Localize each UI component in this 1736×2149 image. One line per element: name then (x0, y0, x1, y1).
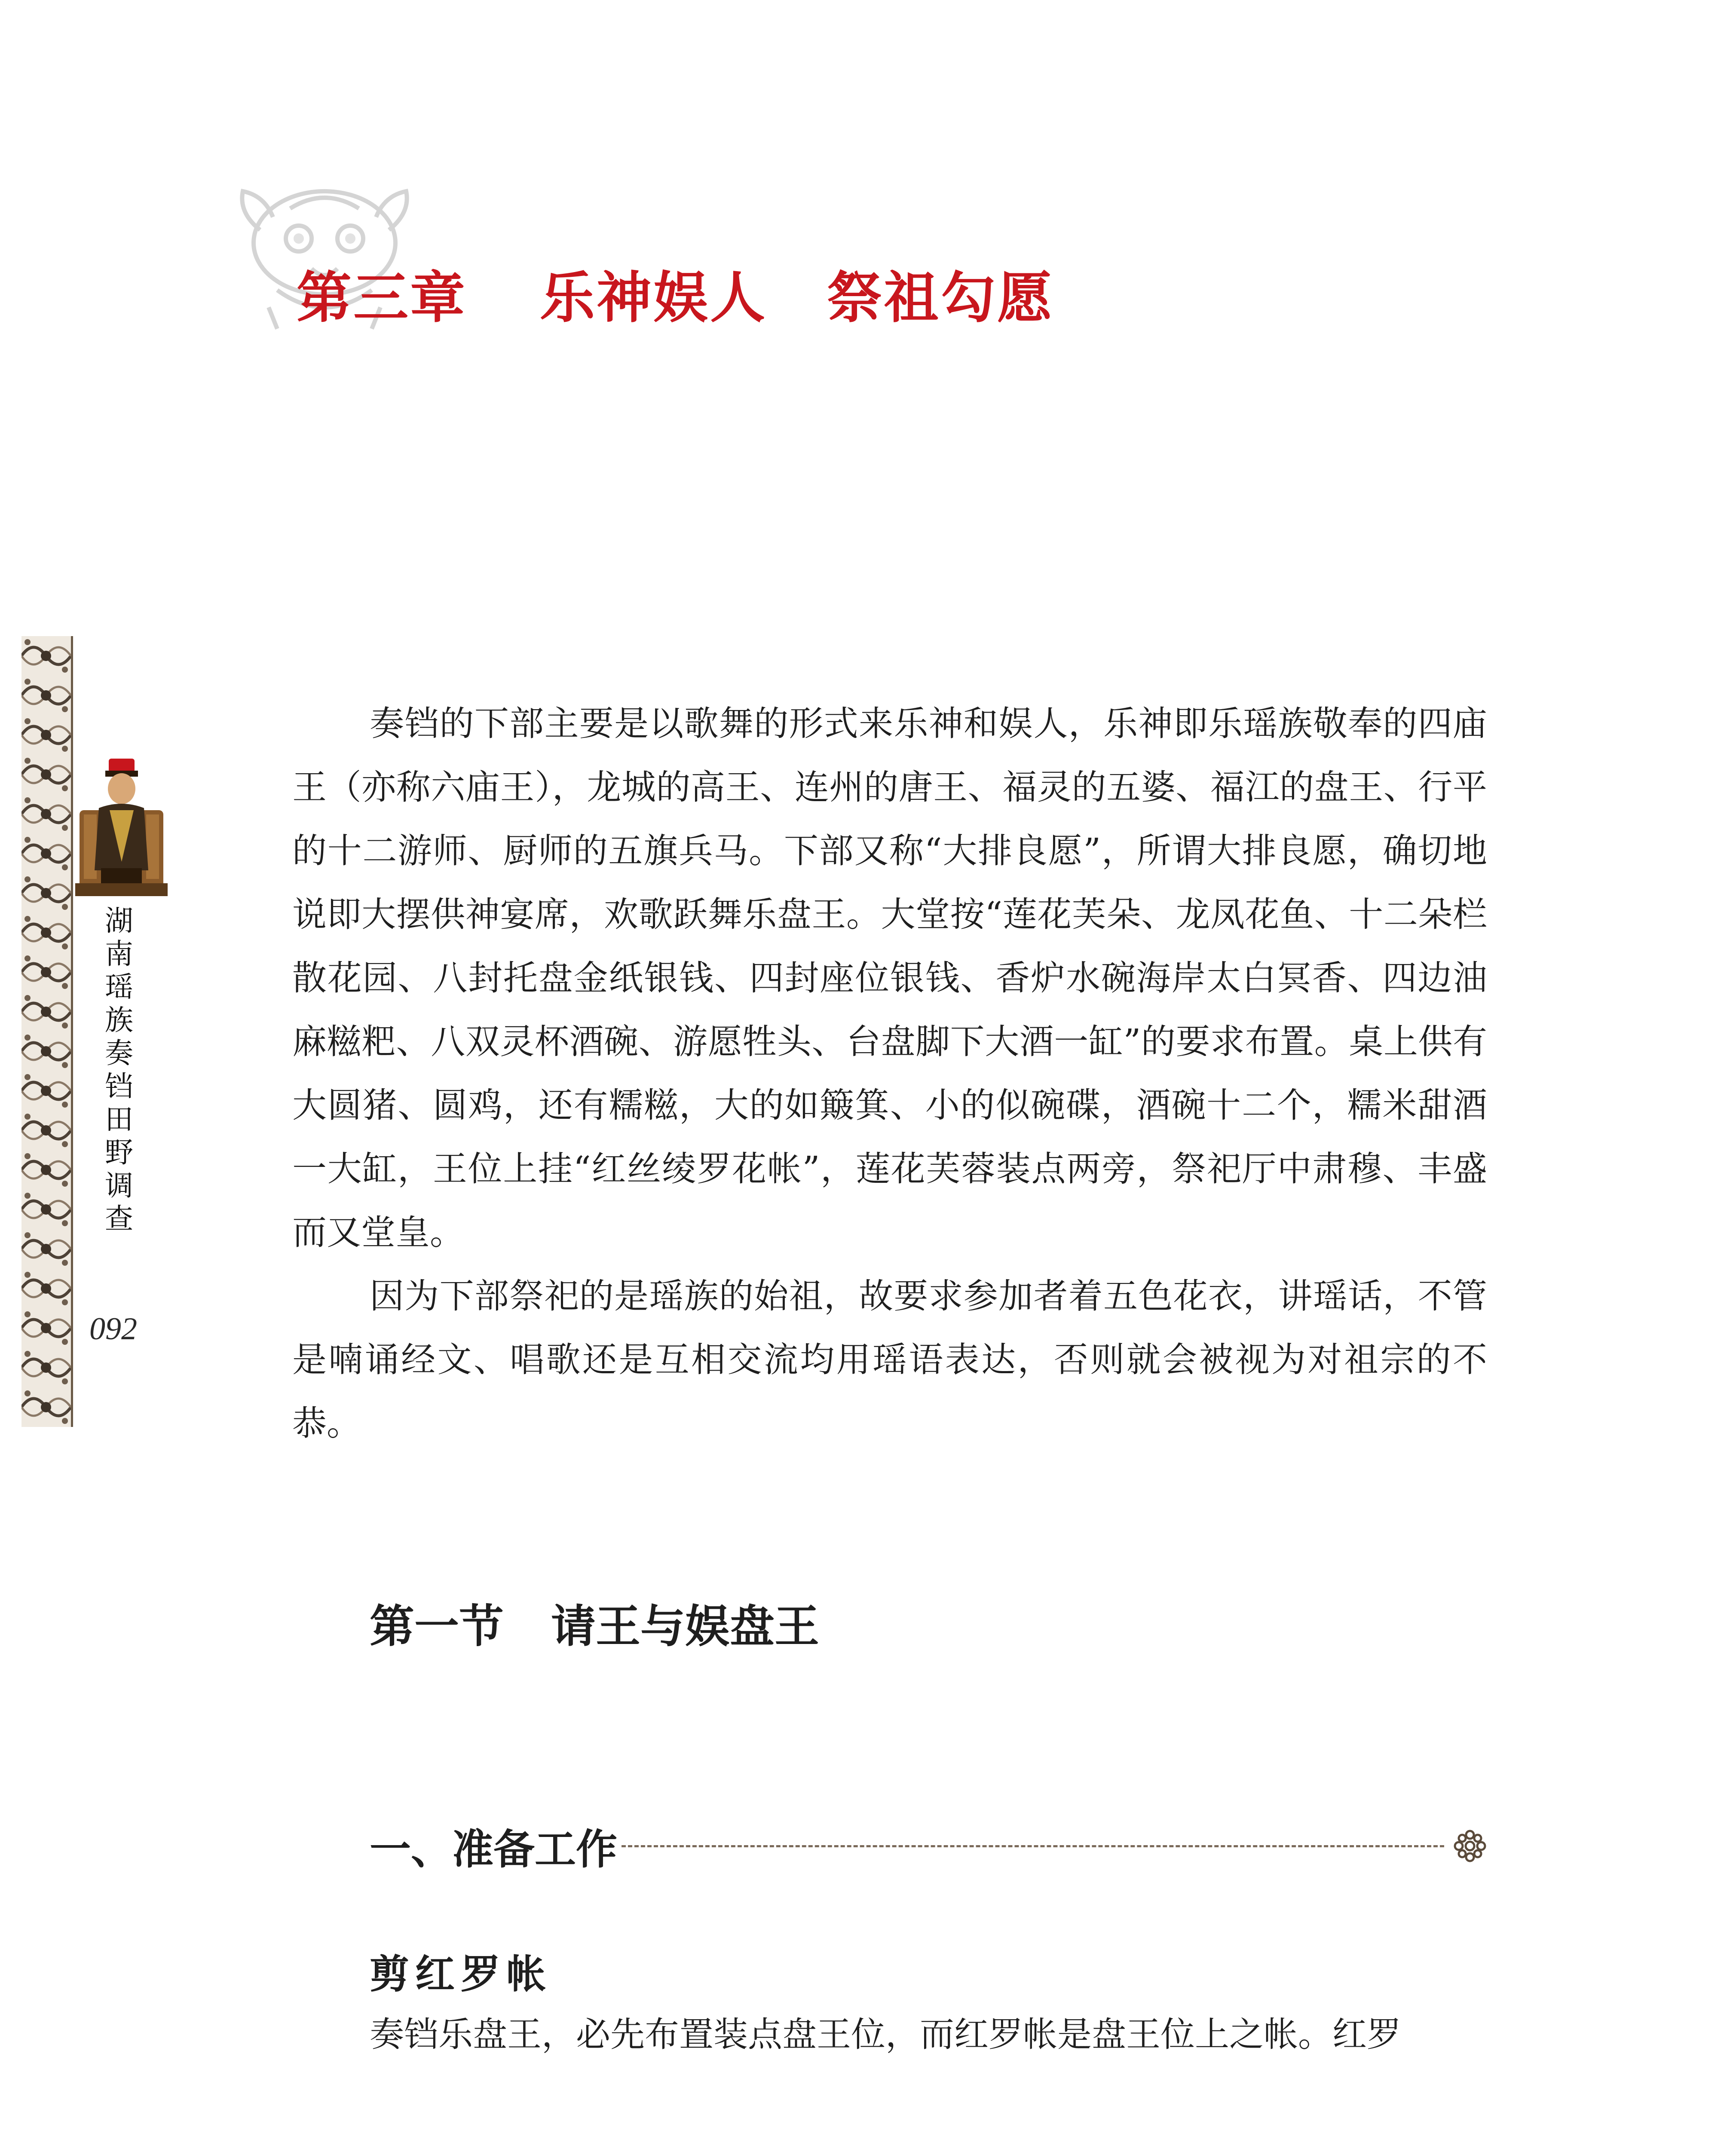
book-title-char: 奏 (105, 1037, 133, 1070)
book-title-char: 野 (105, 1136, 133, 1169)
chapter-title-part-2: 祭祖勾愿 (827, 266, 1054, 330)
subsection-heading-row (370, 1816, 1487, 1876)
chapter-number: 第三章 (297, 266, 467, 330)
subsection-title: 一、准备工作 (370, 1825, 617, 1873)
paragraph: 奏铛的下部主要是以歌舞的形式来乐神和娱人，乐神即乐瑶族敬奉的四庙王（亦称六庙王），龙城的高王、连州的唐王、福灵的五婆、福江的盘王、行平的十二游师、厨师的五旗兵马。下部又称“大排良愿”，所谓大排良愿，确切地说即大摆供神宴席，欢歌跃舞乐盘王。大堂按“莲花芙朵、龙凤花鱼、十二朵栏散花园、八封托盘金纸银钱、四封座位银钱、香炉水碗海岸太白冥香、四边油麻糍粑、八双灵杯酒碗、游愿牲头、台盘脚下大酒一缸”的要求布置。桌上供有大圆猪、圆鸡，还有糯糍，大的如簸箕、小的似碗碟，酒碗十二个，糯米甜酒一大缸，王位上挂“红丝绫罗花帐”，莲花芙蓉装点两旁，祭祀厅中肃穆、丰盛而又堂皇。 (292, 704, 1487, 1252)
body-text (292, 692, 1487, 1455)
section-number: 第一节 (370, 1600, 504, 1653)
page-number: 092 (89, 1311, 137, 1347)
closing-text-line: 奏铛乐盘王，必先布置装点盘王位，而红罗帐是盘王位上之帐。红罗 (370, 2014, 1401, 2054)
book-title-char: 调 (105, 1169, 133, 1202)
book-title-char: 瑶 (105, 970, 133, 1004)
book-title-char: 族 (105, 1004, 133, 1037)
book-title-char: 查 (105, 1202, 133, 1235)
dashed-rule (622, 1845, 1444, 1847)
book-title-char: 田 (105, 1103, 133, 1136)
paragraph: 因为下部祭祀的是瑶族的始祖，故要求参加者着五色花衣，讲瑶话，不管是喃诵经文、唱歌还是互相交流均用瑶语表达，否则就会被视为对祖宗的不恭。 (292, 1276, 1487, 1443)
book-title-char: 湖 (105, 904, 133, 937)
chapter-title-part-1: 乐神娱人 (540, 266, 767, 330)
chapter-title (297, 254, 1054, 333)
book-title-vertical (95, 904, 143, 1238)
book-title-char: 南 (105, 937, 133, 970)
section-name: 请王与娱盘王 (551, 1600, 820, 1653)
seated-king-figure-icon (75, 759, 168, 896)
book-title-char: 铛 (105, 1070, 133, 1103)
subheading: 剪红罗帐 (370, 1951, 552, 1997)
decorative-side-border (21, 636, 73, 1427)
section-title (370, 1590, 819, 1655)
flower-ornament-icon (1453, 1829, 1487, 1863)
